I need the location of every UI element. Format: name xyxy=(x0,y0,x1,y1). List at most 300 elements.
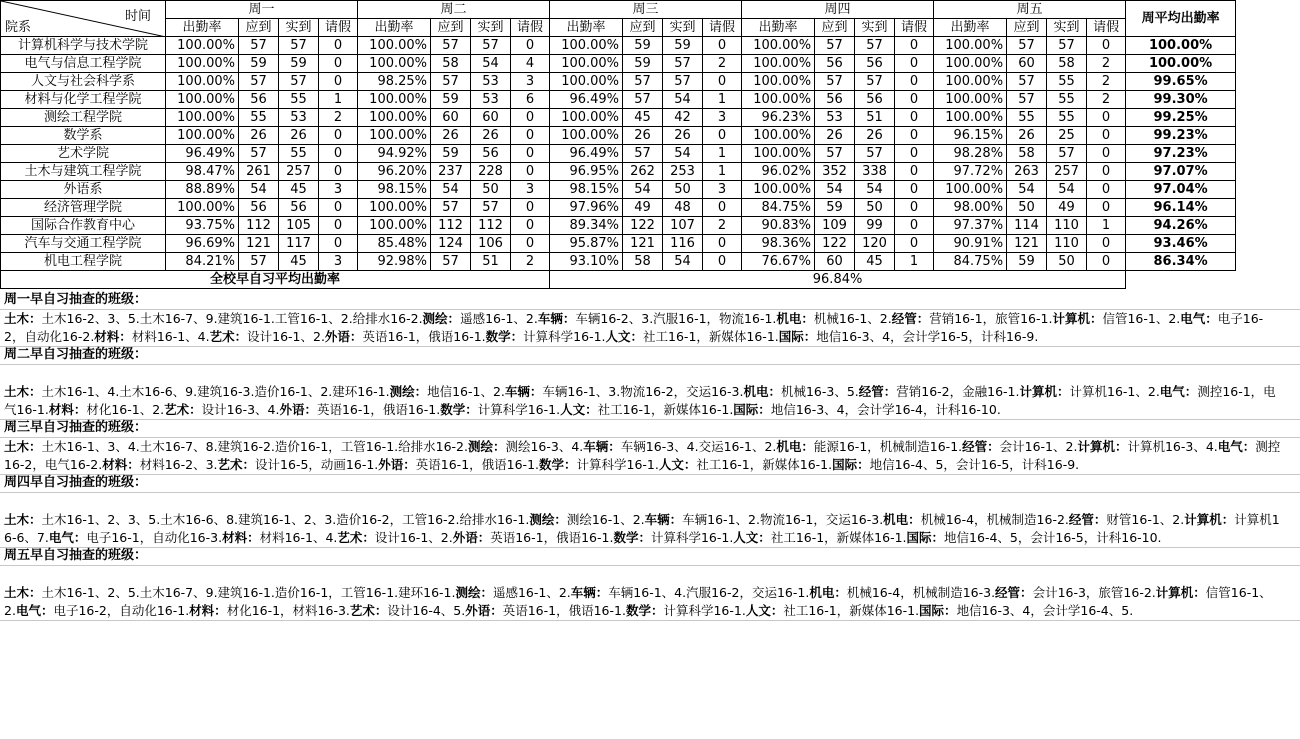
section-title: 周二早自习抽查的班级： xyxy=(0,347,1300,365)
leave-count: 0 xyxy=(1087,37,1126,55)
attendance-rate: 96.95% xyxy=(550,163,623,181)
college-label: 外语： xyxy=(324,329,363,344)
attendance-rate: 100.00% xyxy=(742,127,815,145)
college-label: 土木： xyxy=(4,439,42,454)
attendance-rate: 93.75% xyxy=(166,217,239,235)
expected-count: 60 xyxy=(815,253,855,271)
attendance-rate: 100.00% xyxy=(166,37,239,55)
attendance-rate: 95.87% xyxy=(550,235,623,253)
leave-count: 0 xyxy=(1087,235,1126,253)
class-list: 地信16-4、5，会计16-5，计科16-10. xyxy=(944,530,1162,545)
department-name: 外语系 xyxy=(1,181,166,199)
leave-count: 0 xyxy=(895,37,934,55)
expected-count: 114 xyxy=(1007,217,1047,235)
college-label: 机电： xyxy=(776,439,814,454)
attendance-rate: 98.00% xyxy=(934,199,1007,217)
attendance-rate: 100.00% xyxy=(934,91,1007,109)
corner-label-time: 时间 xyxy=(124,9,151,24)
class-list: 社工16-1，新媒体16-1. xyxy=(770,530,907,545)
leave-count: 0 xyxy=(895,235,934,253)
college-label: 土木： xyxy=(4,585,42,600)
leave-count: 0 xyxy=(895,109,934,127)
college-label: 国际： xyxy=(919,603,957,618)
class-list: 地信16-4、5，会计16-5，计科16-9. xyxy=(869,457,1080,472)
attendance-rate: 100.00% xyxy=(742,181,815,199)
expected-count: 57 xyxy=(1007,73,1047,91)
table-row xyxy=(1,145,1236,163)
table-row xyxy=(1,91,1236,109)
class-list: 英语16-1，俄语16-1. xyxy=(490,530,614,545)
table-row xyxy=(1,235,1236,253)
department-name: 机电工程学院 xyxy=(1,253,166,271)
attendance-rate: 100.00% xyxy=(742,73,815,91)
leave-count: 0 xyxy=(895,127,934,145)
attendance-rate: 97.72% xyxy=(934,163,1007,181)
expected-count: 122 xyxy=(815,235,855,253)
attendance-table xyxy=(0,0,1236,289)
college-label: 车辆： xyxy=(570,585,609,600)
class-list: 会计16-3，旅管16-2. xyxy=(1032,585,1156,600)
table-row xyxy=(1,163,1236,181)
class-list: 车辆16-2、3.汽服16-1，物流16-1. xyxy=(575,311,777,326)
class-list: 机械16-4，机械制造16-3. xyxy=(846,585,996,600)
attendance-rate: 96.49% xyxy=(166,145,239,163)
college-label: 车辆： xyxy=(644,512,683,527)
department-name: 材料与化学工程学院 xyxy=(1,91,166,109)
class-list: 营销16-2，金融16-1. xyxy=(896,384,1020,399)
section-title: 周三早自习抽查的班级： xyxy=(0,420,1300,438)
attendance-rate: 100.00% xyxy=(358,109,431,127)
class-list: 土木16-1、2、3、5.土木16-6、8.建筑16-1、2、3.造价16-2，工管16-2.给排水16-1. xyxy=(41,512,530,527)
attendance-rate: 100.00% xyxy=(358,217,431,235)
expected-count: 26 xyxy=(1007,127,1047,145)
leave-count: 3 xyxy=(511,73,550,91)
college-label: 车辆： xyxy=(537,311,576,326)
attendance-rate: 84.75% xyxy=(934,253,1007,271)
expected-count: 54 xyxy=(623,181,663,199)
table-row xyxy=(1,37,1236,55)
subcolumn-header: 应到 xyxy=(623,19,663,37)
present-count: 58 xyxy=(1047,55,1087,73)
present-count: 50 xyxy=(663,181,703,199)
attendance-rate: 100.00% xyxy=(358,37,431,55)
college-label: 艺术： xyxy=(349,603,388,618)
weekly-average: 99.65% xyxy=(1126,73,1236,91)
class-list: 材料16-2、3. xyxy=(139,457,218,472)
attendance-rate: 100.00% xyxy=(166,55,239,73)
expected-count: 57 xyxy=(431,253,471,271)
leave-count: 2 xyxy=(1087,73,1126,91)
class-list: 地信16-3、4，会计学16-4，计科16-10. xyxy=(770,402,1001,417)
department-name: 数学系 xyxy=(1,127,166,145)
expected-count: 121 xyxy=(1007,235,1047,253)
leave-count: 0 xyxy=(1087,181,1126,199)
present-count: 57 xyxy=(279,73,319,91)
leave-count: 1 xyxy=(319,91,358,109)
expected-count: 59 xyxy=(623,55,663,73)
day-header-3: 周三 xyxy=(550,1,742,19)
class-list: 测控16-2，电气16-2. xyxy=(4,439,1281,472)
expected-count: 50 xyxy=(1007,199,1047,217)
leave-count: 3 xyxy=(319,253,358,271)
leave-count: 0 xyxy=(703,73,742,91)
college-label: 机电： xyxy=(809,585,847,600)
leave-count: 0 xyxy=(895,163,934,181)
table-row xyxy=(1,127,1236,145)
leave-count: 0 xyxy=(1087,253,1126,271)
expected-count: 57 xyxy=(239,73,279,91)
expected-count: 109 xyxy=(815,217,855,235)
subcolumn-header: 应到 xyxy=(239,19,279,37)
college-label: 国际： xyxy=(778,329,817,344)
expected-count: 112 xyxy=(431,217,471,235)
attendance-rate: 98.15% xyxy=(550,181,623,199)
leave-count: 2 xyxy=(703,217,742,235)
overall-average-value: 96.84% xyxy=(550,271,1126,289)
attendance-rate: 98.47% xyxy=(166,163,239,181)
attendance-rate: 98.25% xyxy=(358,73,431,91)
college-label: 计算机： xyxy=(1184,512,1235,527)
attendance-rate: 100.00% xyxy=(358,91,431,109)
table-row xyxy=(1,55,1236,73)
present-count: 26 xyxy=(855,127,895,145)
expected-count: 262 xyxy=(623,163,663,181)
spot-check-notes xyxy=(0,292,1300,621)
section-class-list xyxy=(0,493,1300,548)
present-count: 54 xyxy=(855,181,895,199)
college-label: 机电： xyxy=(776,311,814,326)
expected-count: 263 xyxy=(1007,163,1047,181)
college-label: 外语： xyxy=(452,530,491,545)
expected-count: 56 xyxy=(815,55,855,73)
department-name: 电气与信息工程学院 xyxy=(1,55,166,73)
college-label: 经管： xyxy=(962,439,1000,454)
expected-count: 59 xyxy=(815,199,855,217)
college-label: 机电： xyxy=(883,512,921,527)
present-count: 56 xyxy=(279,199,319,217)
college-label: 测绘： xyxy=(389,384,428,399)
attendance-rate: 84.75% xyxy=(742,199,815,217)
subcolumn-header: 请假 xyxy=(703,19,742,37)
college-label: 测绘： xyxy=(467,439,506,454)
present-count: 57 xyxy=(855,73,895,91)
corner-label-dept: 院系 xyxy=(5,20,32,35)
college-label: 人文： xyxy=(605,329,644,344)
attendance-rate: 76.67% xyxy=(742,253,815,271)
department-name: 国际合作教育中心 xyxy=(1,217,166,235)
attendance-rate: 100.00% xyxy=(934,181,1007,199)
leave-count: 0 xyxy=(703,235,742,253)
leave-count: 0 xyxy=(511,127,550,145)
class-list: 车辆16-1、2.物流16-1，交运16-3. xyxy=(682,512,884,527)
college-label: 测绘： xyxy=(455,585,493,600)
weekly-average: 100.00% xyxy=(1126,55,1236,73)
expected-count: 56 xyxy=(239,91,279,109)
leave-count: 1 xyxy=(1087,217,1126,235)
class-list: 电子16-1，自动化16-3. xyxy=(86,530,223,545)
college-label: 电气： xyxy=(1180,311,1218,326)
table-row xyxy=(1,73,1236,91)
subcolumn-header: 出勤率 xyxy=(934,19,1007,37)
section-class-list xyxy=(0,365,1300,420)
present-count: 99 xyxy=(855,217,895,235)
expected-count: 59 xyxy=(239,55,279,73)
leave-count: 6 xyxy=(511,91,550,109)
college-label: 艺术： xyxy=(217,457,256,472)
attendance-rate: 96.23% xyxy=(742,109,815,127)
present-count: 25 xyxy=(1047,127,1087,145)
college-label: 车辆： xyxy=(583,439,621,454)
weekly-average: 86.34% xyxy=(1126,253,1236,271)
leave-count: 0 xyxy=(319,37,358,55)
leave-count: 0 xyxy=(511,145,550,163)
college-label: 数学： xyxy=(485,329,524,344)
present-count: 45 xyxy=(279,181,319,199)
class-list: 设计16-5，动画16-1. xyxy=(255,457,379,472)
expected-count: 57 xyxy=(623,91,663,109)
attendance-rate: 100.00% xyxy=(166,127,239,145)
weekly-average: 97.04% xyxy=(1126,181,1236,199)
attendance-rate: 92.98% xyxy=(358,253,431,271)
expected-count: 237 xyxy=(431,163,471,181)
present-count: 57 xyxy=(1047,145,1087,163)
attendance-rate: 96.20% xyxy=(358,163,431,181)
class-list: 英语16-1，俄语16-1. xyxy=(362,329,486,344)
present-count: 42 xyxy=(663,109,703,127)
present-count: 57 xyxy=(663,55,703,73)
leave-count: 0 xyxy=(319,145,358,163)
present-count: 57 xyxy=(279,37,319,55)
attendance-rate: 85.48% xyxy=(358,235,431,253)
present-count: 55 xyxy=(279,91,319,109)
present-count: 107 xyxy=(663,217,703,235)
attendance-rate: 100.00% xyxy=(550,109,623,127)
class-list: 土木16-1、4.土木16-6、9.建筑16-3.造价16-1、2.建环16-1. xyxy=(41,384,390,399)
leave-count: 0 xyxy=(895,199,934,217)
leave-count: 0 xyxy=(1087,163,1126,181)
present-count: 53 xyxy=(279,109,319,127)
expected-count: 59 xyxy=(431,145,471,163)
present-count: 338 xyxy=(855,163,895,181)
class-list: 机械16-3、5. xyxy=(780,384,859,399)
college-label: 计算机： xyxy=(1155,585,1206,600)
class-list: 测绘16-3、4. xyxy=(505,439,584,454)
college-label: 土木： xyxy=(4,384,42,399)
expected-count: 121 xyxy=(239,235,279,253)
leave-count: 2 xyxy=(703,55,742,73)
college-label: 计算机： xyxy=(1052,311,1103,326)
present-count: 57 xyxy=(1047,37,1087,55)
class-list: 测绘16-1、2. xyxy=(566,512,645,527)
attendance-rate: 96.02% xyxy=(742,163,815,181)
present-count: 54 xyxy=(663,253,703,271)
subcolumn-header: 请假 xyxy=(1087,19,1126,37)
leave-count: 3 xyxy=(703,181,742,199)
table-row xyxy=(1,253,1236,271)
weekly-average: 99.23% xyxy=(1126,127,1236,145)
attendance-rate: 100.00% xyxy=(742,37,815,55)
leave-count: 2 xyxy=(319,109,358,127)
attendance-rate: 90.91% xyxy=(934,235,1007,253)
attendance-rate: 96.15% xyxy=(934,127,1007,145)
department-name: 测绘工程学院 xyxy=(1,109,166,127)
present-count: 57 xyxy=(855,145,895,163)
present-count: 26 xyxy=(471,127,511,145)
attendance-rate: 100.00% xyxy=(550,55,623,73)
attendance-rate: 96.69% xyxy=(166,235,239,253)
college-label: 材料： xyxy=(189,603,227,618)
expected-count: 45 xyxy=(623,109,663,127)
class-list: 计算科学16-1. xyxy=(650,530,734,545)
present-count: 55 xyxy=(1047,73,1087,91)
class-list: 机械16-1、2. xyxy=(813,311,892,326)
present-count: 106 xyxy=(471,235,511,253)
leave-count: 0 xyxy=(511,217,550,235)
expected-count: 58 xyxy=(623,253,663,271)
class-list: 地信16-1、2. xyxy=(427,384,505,399)
attendance-rate: 100.00% xyxy=(934,73,1007,91)
class-list: 遥感16-1、2. xyxy=(492,585,571,600)
department-name: 汽车与交通工程学院 xyxy=(1,235,166,253)
class-list: 计算科学16-1. xyxy=(523,329,606,344)
expected-count: 56 xyxy=(239,199,279,217)
expected-count: 55 xyxy=(239,109,279,127)
subcolumn-header: 实到 xyxy=(471,19,511,37)
college-label: 人文： xyxy=(733,530,771,545)
expected-count: 26 xyxy=(239,127,279,145)
college-label: 计算机： xyxy=(1019,384,1070,399)
present-count: 45 xyxy=(855,253,895,271)
section-title: 周四早自习抽查的班级： xyxy=(0,475,1300,493)
attendance-rate: 89.34% xyxy=(550,217,623,235)
expected-count: 57 xyxy=(239,253,279,271)
present-count: 50 xyxy=(855,199,895,217)
class-list: 计算机16-6、7. xyxy=(4,512,1280,545)
day-header-1: 周一 xyxy=(166,1,358,19)
leave-count: 0 xyxy=(703,37,742,55)
table-row xyxy=(1,217,1236,235)
class-list: 营销16-1，旅管16-1. xyxy=(929,311,1053,326)
college-label: 车辆： xyxy=(504,384,543,399)
subcolumn-header: 出勤率 xyxy=(358,19,431,37)
subcolumn-header: 应到 xyxy=(431,19,471,37)
present-count: 51 xyxy=(855,109,895,127)
present-count: 54 xyxy=(663,145,703,163)
college-label: 材料： xyxy=(102,457,140,472)
leave-count: 4 xyxy=(511,55,550,73)
section-class-list xyxy=(0,566,1300,621)
leave-count: 0 xyxy=(703,253,742,271)
attendance-rate: 88.89% xyxy=(166,181,239,199)
expected-count: 57 xyxy=(431,73,471,91)
present-count: 48 xyxy=(663,199,703,217)
section-class-list xyxy=(0,438,1300,475)
class-list: 计算科学16-1. xyxy=(663,603,746,618)
present-count: 53 xyxy=(471,73,511,91)
attendance-rate: 100.00% xyxy=(166,109,239,127)
college-label: 国际： xyxy=(832,457,870,472)
present-count: 56 xyxy=(471,145,511,163)
class-list: 社工16-1，新媒体16-1. xyxy=(783,603,920,618)
present-count: 116 xyxy=(663,235,703,253)
present-count: 26 xyxy=(663,127,703,145)
expected-count: 59 xyxy=(431,91,471,109)
present-count: 53 xyxy=(471,91,511,109)
subcolumn-header: 实到 xyxy=(663,19,703,37)
subcolumn-header: 出勤率 xyxy=(166,19,239,37)
college-label: 材料： xyxy=(94,329,132,344)
attendance-rate: 96.49% xyxy=(550,91,623,109)
expected-count: 26 xyxy=(623,127,663,145)
college-label: 数学： xyxy=(440,402,478,417)
expected-count: 58 xyxy=(1007,145,1047,163)
expected-count: 57 xyxy=(815,145,855,163)
leave-count: 0 xyxy=(319,199,358,217)
leave-count: 0 xyxy=(895,217,934,235)
weekly-average: 99.30% xyxy=(1126,91,1236,109)
leave-count: 0 xyxy=(511,109,550,127)
college-label: 艺术： xyxy=(164,402,202,417)
class-list: 设计16-4、5. xyxy=(387,603,466,618)
expected-count: 121 xyxy=(623,235,663,253)
college-label: 人文： xyxy=(658,457,697,472)
subcolumn-header: 请假 xyxy=(895,19,934,37)
class-list: 遥感16-1、2. xyxy=(460,311,538,326)
present-count: 45 xyxy=(279,253,319,271)
college-label: 经管： xyxy=(891,311,930,326)
class-list: 材料16-1、4. xyxy=(131,329,210,344)
expected-count: 57 xyxy=(1007,37,1047,55)
leave-count: 1 xyxy=(703,163,742,181)
class-list: 计算机16-1、2. xyxy=(1069,384,1160,399)
class-list: 地信16-3、4，会计学16-5，计科16-9. xyxy=(816,329,1039,344)
college-label: 人文： xyxy=(745,603,784,618)
college-label: 材料： xyxy=(48,402,87,417)
present-count: 257 xyxy=(1047,163,1087,181)
class-list: 设计16-3、4. xyxy=(201,402,280,417)
expected-count: 57 xyxy=(623,73,663,91)
leave-count: 0 xyxy=(319,235,358,253)
department-name: 人文与社会科学系 xyxy=(1,73,166,91)
leave-count: 2 xyxy=(1087,91,1126,109)
class-list: 电子16-2，自动化16-1. xyxy=(53,603,190,618)
attendance-rate: 100.00% xyxy=(742,145,815,163)
section-title: 周一早自习抽查的班级： xyxy=(0,292,1300,310)
leave-count: 0 xyxy=(511,199,550,217)
expected-count: 53 xyxy=(815,109,855,127)
subcolumn-header: 实到 xyxy=(279,19,319,37)
present-count: 110 xyxy=(1047,217,1087,235)
attendance-rate: 90.83% xyxy=(742,217,815,235)
present-count: 59 xyxy=(663,37,703,55)
expected-count: 54 xyxy=(431,181,471,199)
class-list: 会计16-1、2. xyxy=(999,439,1078,454)
expected-count: 57 xyxy=(431,199,471,217)
leave-count: 3 xyxy=(319,181,358,199)
class-list: 车辆16-1、4.汽服16-2，交运16-1. xyxy=(608,585,810,600)
college-label: 艺术： xyxy=(337,530,375,545)
expected-count: 57 xyxy=(431,37,471,55)
leave-count: 0 xyxy=(1087,199,1126,217)
class-list: 土木16-1、2、5.土木16-7、9.建筑16-1.造价16-1，工管16-1.建环16-1. xyxy=(41,585,456,600)
class-list: 材料16-1、4. xyxy=(259,530,338,545)
attendance-rate: 100.00% xyxy=(166,73,239,91)
corner-header-cell xyxy=(1,1,166,37)
present-count: 105 xyxy=(279,217,319,235)
present-count: 51 xyxy=(471,253,511,271)
class-list: 信管16-1、2. xyxy=(1102,311,1181,326)
expected-count: 55 xyxy=(1007,109,1047,127)
